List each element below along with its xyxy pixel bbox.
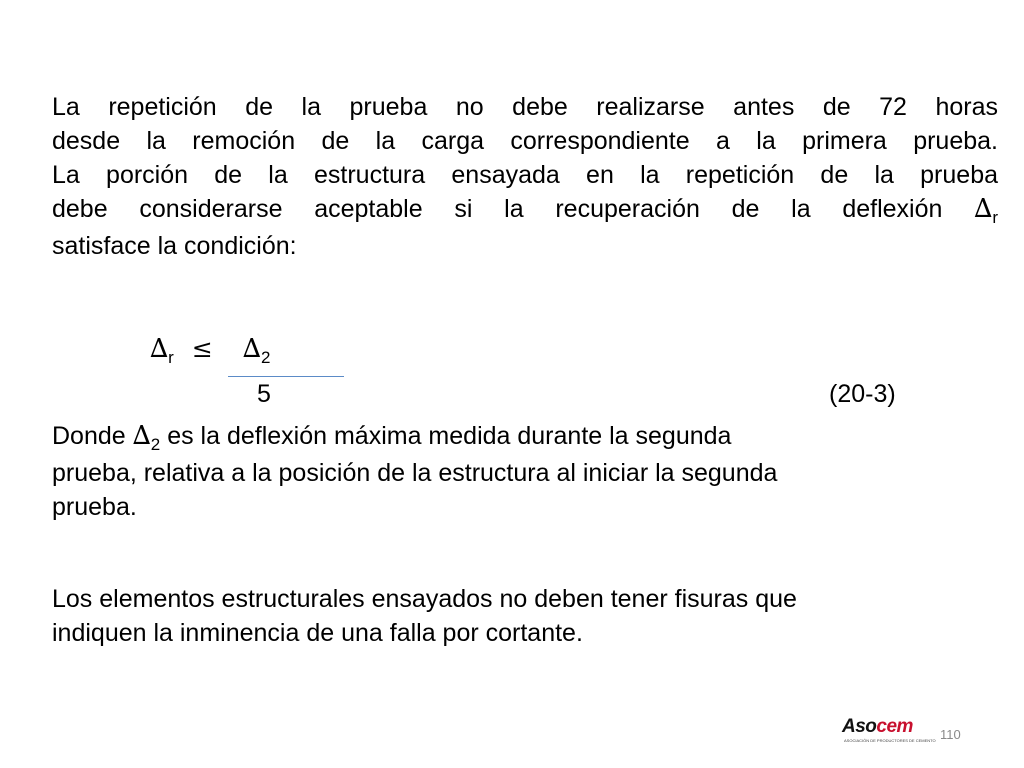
asocem-logo [842, 716, 934, 746]
text-line: desde la remoción de la carga correspondiente a la primera prueba. [52, 127, 998, 155]
formula-numerator-row [150, 334, 271, 367]
text-line: indiquen la inminencia de una falla por cortante. [52, 619, 583, 647]
text-fragment: es la deflexión máxima medida durante la segunda [167, 422, 732, 450]
delta-symbol: ∆ [242, 334, 261, 364]
paragraph-fisuras [52, 582, 998, 650]
page-number: 110 [940, 727, 961, 742]
formula-denominator: 5 [257, 380, 271, 408]
logo-prefix: Aso [842, 716, 877, 737]
text-fragment: Donde [52, 422, 126, 450]
text-line: Los elementos estructurales ensayados no deben tener fisuras que [52, 585, 797, 613]
subscript: r [168, 348, 174, 367]
fraction-line [228, 376, 344, 377]
equation-number: (20-3) [829, 380, 896, 408]
text-line: La repetición de la prueba no debe realizarse antes de 72 horas [52, 93, 998, 121]
text-fragment: debe considerarse aceptable si la recuperación de la deflexión [52, 195, 943, 223]
text-line: prueba, relativa a la posición de la estructura al iniciar la segunda [52, 459, 778, 487]
delta-symbol: ∆ [132, 421, 151, 451]
text-line: La porción de la estructura ensayada en la repetición de la prueba [52, 161, 998, 189]
subscript: 2 [260, 348, 271, 367]
text-line-with-delta [52, 192, 998, 229]
paragraph-repeticion [52, 90, 998, 263]
delta-symbol: ∆ [150, 334, 169, 364]
text-line-with-delta [52, 419, 998, 456]
paragraph-donde [52, 419, 998, 524]
logo-wordmark [842, 716, 913, 738]
delta-symbol: ∆ [974, 194, 993, 224]
logo-tagline: ASOCIACIÓN DE PRODUCTORES DE CEMENTO [844, 738, 936, 743]
logo-suffix: cem [876, 716, 913, 737]
subscript: 2 [150, 435, 161, 454]
text-line: prueba. [52, 493, 137, 521]
subscript: r [992, 208, 998, 227]
text-line: satisface la condición: [52, 232, 297, 260]
less-equal-symbol: ≤ [191, 334, 213, 363]
